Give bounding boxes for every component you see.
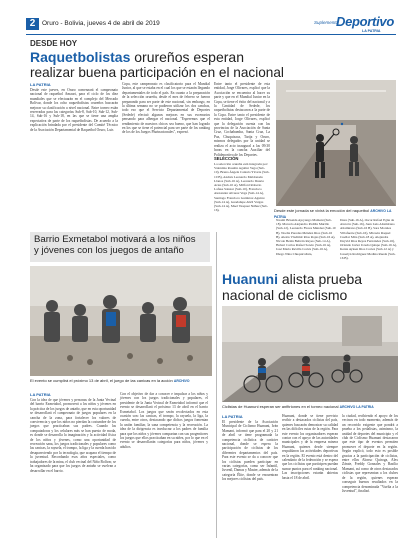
article3-headline-strong: Huanuni — [222, 271, 278, 287]
article1-col1: Desde este jueves, en Oruro comenzará el campeonato nacional de raquetbol Amauri, para el ciclo de los diez mundiales que se efectuarán en el complejo del Mercado Bolívar, donde los ocho raquetbolistas orureños buscarán mejorar su clasificación a nivel nacional. Entre torneo están reservadas para las categorías Sub-8, Sub-10, Sub-12, Sub-14, Sub-16 y Sub-18, en las que se tiene una amplia expectativa de parte de los raquetbolistas. De acuerdo a la explicación brindada por el presidente del Comité Técnico de la Asociación Departamental de Raquetbol Oruro, Luis — [30, 88, 118, 132]
article1-col2: Copa, este campeonato es clasificatorio para el Mundial Junior, al que se estaba en el cual los que se estarán llegando departamentales de todo el país. En cuanto a la preparación de la selección orureña, desde el mes de febrero se fueron preparando para ser parte de este nacional, sin embargo, en la última semana no se pudieron utilizar los dos canchas, todo eso que el Servicio Departamental de Deportes (Sedede) efectuó algunos mejoras en sus escenarios pensando para albergar el nacional. "Esperemos que el rendimiento de nuestros chicos sea bueno, que han logrado en los que se tiene el potencial para ser parte de los ranking de los de los Juegos Plurinacionales", expresó. — [122, 82, 210, 135]
children-playing-image — [30, 266, 212, 376]
article2-byline: LA PATRIA — [30, 392, 51, 397]
article1-kicker: DESDE HOY — [30, 39, 78, 48]
cyclists-image — [222, 306, 398, 402]
raquetbol-photo — [276, 80, 396, 206]
raquetbol-caption-text: Desde este jornada se vivirá la emoción del raquetbol — [274, 208, 370, 213]
raquetbol-court-image — [276, 80, 396, 206]
article3-headline — [222, 272, 398, 302]
selection-col1: La selección orureña está integrada por: Valentina Rosalín Aguilar Vega (Sub-10), Bruna Ángela Cantalo Ylcarte (Sub-10 B), Andrés Leonardo Maldonado Llanos (Sub-16 A), Leonardo Duarte Arias (Sub-10 A), Milford Roberto Lafuse Salazar (Sub-10), Francisco Alexander Alvarez Vega (Sub-14 A), Santiago Francisco Gutiérrez Aguirre (Sub-14 A), Guadalupe Abril Vargas (Sub-14 A), Mael Vasquez Núñez (Sub-16), — [214, 162, 270, 213]
article1-byline: LA PATRIA — [30, 82, 51, 87]
article2-col2: Con el objetivo de dar a conocer e impulsar a los niños y jóvenes con los juegos tradicionales y populares, el presidente de la Junta Vecinal de Exmetabol informó que el evento se desarrollará el próximo 13 de abril en el barrio Exmetabol. Los juegos que serán recolectados en esta ocasión son: las canicas, el trompo, la rayuela, la liga, la cuerda, entre otros, destacando que dichos juegos fomentan la unión familiar, la sana competencia y la recreación. La idea de la dirigencia es involucrar a los padres de familia para que los niños y jóvenes compartan con sus progenitores los juegos que ellos practicaban en su niñez, por lo que en el evento se desarrollarán categorías para niños, jóvenes y adultos. — [120, 392, 208, 449]
selection-col2: Naomí Briseida Ajoyango Mamani (Sub-18). Marcelo Alejandro Padilla Murillo (Sub-12), Leonardo Flores Méndez (Sub-10 B), Noelia Paredes Méndez Ríos (Sub-16 B), Alexis Vladimir Ríos Rojas (Sub-16 A), Nicole Belén Beltrán Reyes (Sub-14 A), Hebert Carlos Rafael Sotelo (Sub-16 A), José María Revilla Cortés (Sub-16 A), Diego Nina Chuquicallata, — [276, 218, 336, 256]
supplement-name: Deportivo — [336, 14, 394, 29]
article1-headline-line2: realizar buena participación en el nacional — [30, 64, 284, 80]
article2-headline — [34, 235, 210, 256]
selection-col3: Daza (Sub-16 A), Oscar Rafael Egüe de Alarcón (Sub-16), Juan Luis Altamirano Altamirano (Sub-16 B), Sara Morales Villafuerte (Sub-16), Micaela Raquel Cuellar Mira (Sub-18 A), Alejandra Dayvid Rios Reyes Fernández (Sub-16), Orlando Javier Uzeda Quispe (Sub-16 A), Kenia Ayleen Rios Cortez (Sub-12 A) y Josselyn Rodríguez Medina Rueda (Sub-16 B). — [340, 218, 397, 260]
article2-headline-line1: Barrio Exmetabol motivará a los niños — [34, 234, 196, 245]
article3-col2: Huanuni, donde se tiene previsto recibir a destacados ciclistas del país, quienes buscarán demostrar su calidad en las difíciles rutas de la región. Para este evento los organizadores esperan contar con el apoyo de las autoridades municipales y de la empresa minera Huanuni, quienes desde siempre respaldaron las actividades deportivas en la región. El evento está dentro del calendario de la federación y se espera que los ciclistas que participen puedan sumar puntos para el ranking nacional. Las inscripciones estarán abiertas hasta el 18 de abril. — [282, 414, 338, 480]
article1-headline-strong: Raquetbolistas — [30, 49, 131, 65]
supplement-suffix: LA PATRIA — [362, 29, 381, 33]
article3-byline: LA PATRIA — [222, 414, 243, 419]
huanuni-caption-credit: ARCHIVO LA PATRIA — [339, 405, 374, 409]
selection-title: SELECCIÓN — [214, 156, 239, 161]
page-header — [0, 0, 420, 36]
huanuni-photo-caption — [222, 404, 398, 410]
article1-headline-rest: orureños esperan — [130, 49, 244, 65]
article3-col1: El presidente de la Asociación Municipal de Ciclismo Huanuni, Iván Mamani, informó que para el 20 y 21 de abril se tiene programada la competencia ciclística de carácter nacional, donde se espera la participación de ciclistas de los diferentes departamentos del país. Para este evento se da a conocer que los ciclistas pueden participar en varias categorías, como ser Infantil, Juvenil, Damas y Master, además de la categoría Élite, donde se encuentran los mejores ciclistas del país. — [222, 420, 278, 482]
column-divider — [216, 232, 217, 538]
exmetabol-caption-text: El evento se cumplirá el próximo 13 de abril, el juego de las canicas en la acción — [30, 378, 173, 383]
supplement-prefix: Suplemento — [314, 20, 339, 25]
raquetbol-caption-credit: ARCHIVO LA PATRIA — [274, 209, 392, 219]
article2-col1: Con la idea de que jóvenes y personas de la Junta Vecinal del barrio Exmetabol, promoverá a los niños y jóvenes en la práctica de los juegos de antaño, que en esta oportunidad se desarrollará el campeonato de juegos populares en la cancha de la zona, para fortalecer los valores de convivencia y que los niños no pierdan la costumbre de los juegos que practicaban sus padres. Cuando las computadoras y los celulares más se han puesto de moda, es donde se desarrolla la imaginación y la actividad física de los niños y jóvenes, como una oportunidad de recreación sana, los juegos tradicionales y populares como las canicas, la rayuela, el trompo, la liga y la cuerda han ido desapareciendo por la tecnología, que acapara el tiempo de la juventud. Recordando esos años especiales, como trabajadores de la mina, el club vecinal del Niño Bolívar, se ha organizado para que los juegos de antaño se vuelvan a desarrollar en el barrio. — [30, 398, 116, 473]
article3-headline-rest: alista prueba — [278, 271, 363, 287]
exmetabol-photo-caption — [30, 378, 212, 384]
article3-col3: la ciudad, recibiendo el apoyo de los vecinos en todo momento, además de un recorrido exigente que pondrá a prueba a los pedalistas, asimismo, la unidad de deportes del municipio y el club de Ciclismo Huanuni destacaron que este tipo de eventos permiten promover el deporte en la región. Según explicó, todo esto es posible gracias a la participación de ciclistas, entre ellos Alonso Quiroga, Alex Zárate, Freddy Gonzales y Basilio Mamani, así como de otros destacados ciclistas que representan a los clubes de la región, quienes esperan conseguir buenos resultados en la competencia denominada "Vuelta a la Juventud", finalizó. — [342, 414, 398, 493]
article1-col3: Entre tanto el presidente de esta entidad, Jorge Olivares, explicó que la Asociación se encuentra al hacer su parte y que en el Mundial Junior en la Copa, se tiene el éxito del nacional y a la Cantidad de Sedede, los raquetbolistas destacaron a la parte de la Copa. Entre tanto el presidente de esta entidad, Jorge Olivares, explicó que la delegación cuenta con las provincias de la Asociación de Santa Cruz, Cochabamba, Santa Cruz, La Paz, Chuquisaca, Tarija y Oruro, mismos delegados por la unidad se realiza el acto inaugural a las 09:30 horas en la cancha Auxiliar del Polideportivo de los Deportes. — [214, 82, 270, 157]
dateline: Oruro - Bolivia, jueves 4 de abril de 2019 — [42, 20, 160, 27]
page-number: 2 — [26, 18, 39, 30]
article1-headline — [30, 50, 390, 80]
huanuni-caption-text: Ciclistas de Huanuni esperan ser anfitriones en el torneo nacional — [222, 404, 339, 409]
article2-headline-line2: y jóvenes con los juegos de antaño — [34, 245, 184, 257]
header-rule — [26, 34, 396, 35]
exmetabol-photo — [30, 266, 212, 376]
article3-headline-line2: nacional de ciclismo — [222, 286, 348, 303]
exmetabol-caption-credit: ARCHIVO — [173, 379, 190, 383]
huanuni-photo — [222, 306, 398, 402]
